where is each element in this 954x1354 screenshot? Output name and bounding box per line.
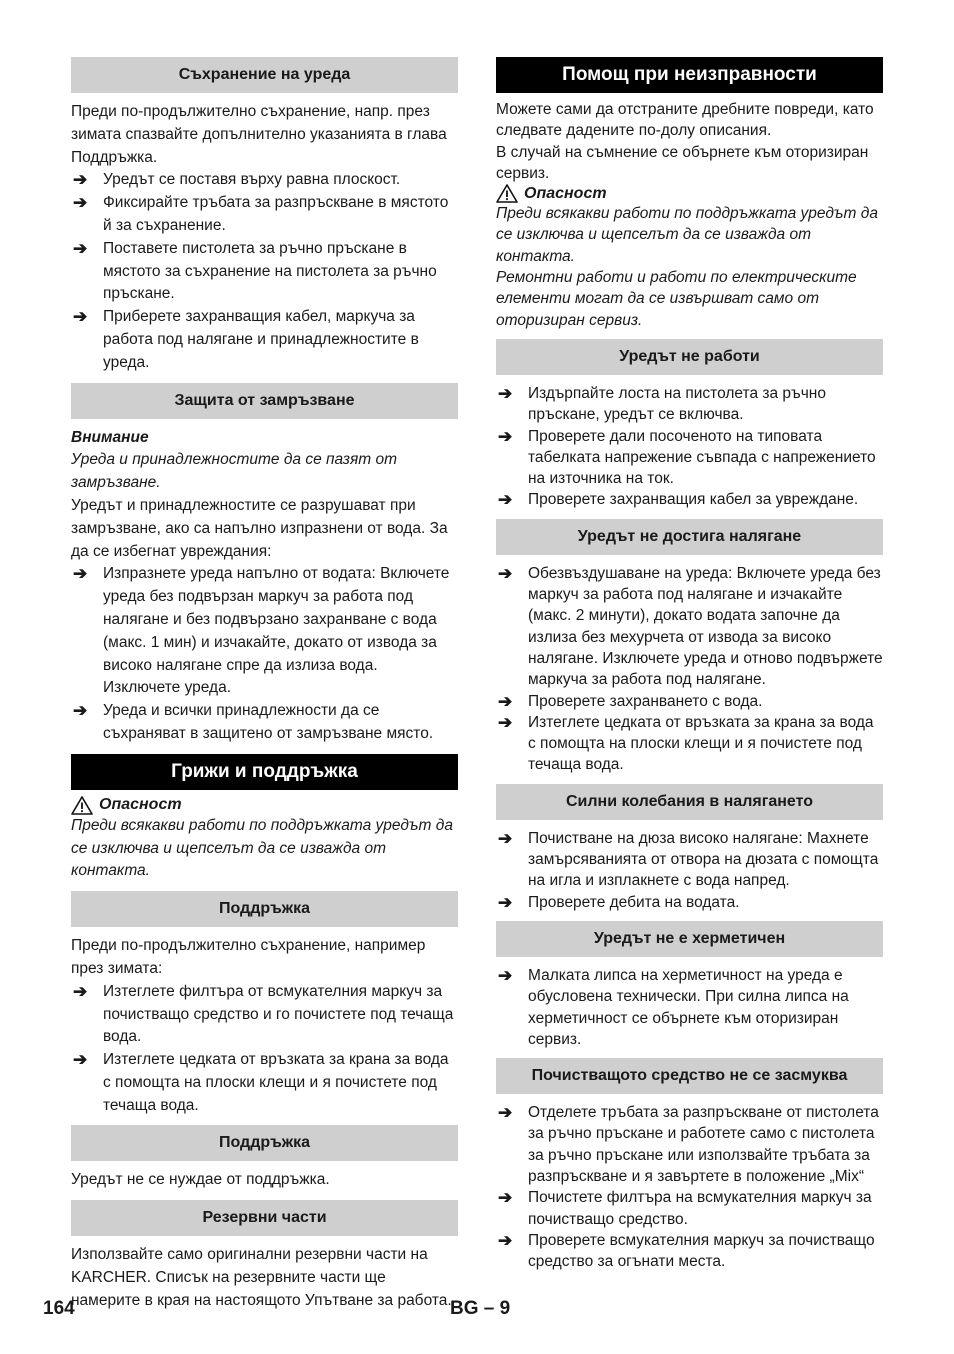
- section-heading-detergent: Почистващото средство не се засмуква: [496, 1058, 883, 1094]
- list-item: ➔ Приберете захранващия кабел, маркуча за работа под налягане и принадлежностите в уреда.: [73, 307, 419, 371]
- attention-text: Уреда и принадлежностите да се пазят от замръзване.: [71, 451, 398, 492]
- chapter-heading-care: Грижи и поддръжка: [71, 754, 458, 790]
- maintenance-intro: Преди по-продължително съхранение, например през зимата:: [71, 937, 426, 977]
- page-number: 164: [43, 1298, 75, 1319]
- list-item: ➔ Проверете захранващия кабел за увреждане.: [498, 490, 859, 510]
- list-item: ➔ Проверете захранването с вода.: [498, 691, 763, 711]
- arrow-bullet-icon: ➔: [73, 701, 88, 721]
- section-heading-storage: Съхранение на уреда: [71, 57, 458, 93]
- warning-triangle-icon: [71, 796, 93, 815]
- pressure-fluctuation-list: [496, 828, 883, 913]
- arrow-bullet-icon: ➔: [73, 238, 88, 258]
- frost-body: Уредът и принадлежностите се разрушават при замръзване, ако са напълно изпразнени от вода. За да се избегнат увреждания:: [71, 496, 448, 560]
- arrow-bullet-icon: ➔: [498, 1230, 513, 1250]
- chapter-heading-troubleshooting: Помощ при неизправности: [496, 57, 883, 93]
- arrow-bullet-icon: ➔: [73, 307, 88, 327]
- section-heading-maintenance: Поддръжка: [71, 891, 458, 927]
- arrow-bullet-icon: ➔: [73, 193, 88, 213]
- section-heading-not-working: Уредът не работи: [496, 339, 883, 375]
- frost-list: [71, 563, 458, 745]
- section-heading-frost: Защита от замръзване: [71, 383, 458, 419]
- danger-text-2: Ремонтни работи и работи по електрическите елементи могат да се извършват само от оторизиран сервиз.: [496, 269, 857, 329]
- danger-text: Преди всякакви работи по поддръжката уредът да се изключва и щепселът да се изважда от контакта.: [71, 816, 453, 880]
- storage-list: [71, 169, 458, 374]
- list-item: ➔ Обезвъздушаване на уреда: Включете уреда без маркуч за работа под налягане и изчакайте (макс. 2 минути), докато водата започне да излиза без мехурчета от извода за високо налягане. Изключете уреда и отново подвържете маркуча за работа под налягане.: [498, 563, 883, 689]
- language-page-label: BG – 9: [450, 1298, 511, 1319]
- arrow-bullet-icon: ➔: [498, 965, 513, 985]
- list-item: ➔ Уреда и всички принадлежности да се съхраняват в защитено от замръзване място.: [73, 701, 434, 742]
- arrow-bullet-icon: ➔: [498, 1188, 513, 1208]
- list-item: ➔ Изтеглете филтъра от всмукателния маркуч за почистващо средство и го почистете под течаща вода.: [73, 981, 454, 1046]
- list-item: ➔ Фиксирайте тръбата за разпръскване в мястото й за съхранение.: [73, 193, 449, 234]
- leak-list: [496, 965, 883, 1050]
- arrow-bullet-icon: ➔: [498, 490, 513, 510]
- list-item: ➔ Изтеглете цедката от връзката за крана за вода с помощта на плоски клещи и я почистете под течаща вода.: [73, 1050, 449, 1114]
- arrow-bullet-icon: ➔: [498, 563, 513, 583]
- arrow-bullet-icon: ➔: [498, 892, 513, 912]
- list-item: ➔ Проверете дебита на водата.: [498, 892, 740, 912]
- right-column: [496, 57, 883, 1272]
- arrow-bullet-icon: ➔: [498, 828, 513, 848]
- arrow-bullet-icon: ➔: [498, 426, 513, 446]
- storage-intro: Преди по-продължително съхранение, напр. през зимата спазвайте допълнително указанията в глава Поддръжка.: [71, 103, 447, 166]
- list-item: ➔ Малката липса на херметичност на уреда е обусловена технически. При силна липса на херметичност се обърнете към оторизиран сервиз.: [498, 965, 849, 1048]
- arrow-bullet-icon: ➔: [73, 170, 88, 190]
- maintenance-list: [71, 981, 458, 1118]
- arrow-bullet-icon: ➔: [73, 981, 88, 1001]
- list-item: ➔ Изпразнете уреда напълно от водата: Включете уреда без подвързан маркуч за работа под налягане и без подвързано захранване с вода (макс. 1 мин) и изчакайте, докато от извода за високо налягане спре да излиза вода. Изключете уреда.: [73, 564, 450, 697]
- arrow-bullet-icon: ➔: [73, 1050, 88, 1070]
- section-heading-leak: Уредът не е херметичен: [496, 921, 883, 957]
- list-item: ➔ Поставете пистолета за ръчно пръскане в мястото за съхранение на пистолета за ръчно пръскане.: [73, 238, 437, 303]
- arrow-bullet-icon: ➔: [498, 383, 513, 403]
- list-item: ➔ Почистване на дюза високо налягане: Махнете замърсяванията от отвора на дюзата с помощта на игла и изплакнете с вода напред.: [498, 828, 879, 890]
- left-column: [71, 57, 458, 1313]
- arrow-bullet-icon: ➔: [498, 712, 513, 732]
- list-item: ➔ Почистете филтъра на всмукателния маркуч за почистващо средство.: [498, 1188, 872, 1228]
- list-item: ➔ Отделете тръбата за разпръскване от пистолета за ръчно пръскане и работете само с пистолета за ръчно пръскане или използвайте тръбата за разпръскване и я завъртете в положение „Mix“: [498, 1103, 879, 1185]
- detergent-list: [496, 1102, 883, 1272]
- section-heading-maintenance-2: Поддръжка: [71, 1125, 458, 1161]
- section-heading-pressure-fluctuation: Силни колебания в налягането: [496, 784, 883, 820]
- list-item: ➔ Проверете дали посоченото на типовата табелката напрежение съвпада с напрежението на източника на ток.: [498, 426, 876, 488]
- danger-notice: [71, 796, 458, 815]
- section-heading-no-pressure: Уредът не достига налягане: [496, 519, 883, 555]
- section-heading-spare-parts: Резервни части: [71, 1200, 458, 1236]
- danger-notice: [496, 184, 883, 203]
- list-item: ➔ Издърпайте лоста на пистолета за ръчно пръскане, уредът се включва.: [498, 383, 826, 424]
- warning-triangle-icon: [496, 184, 518, 203]
- not-working-list: [496, 383, 883, 511]
- list-item: ➔ Уредът се поставя върху равна плоскост.: [71, 169, 458, 192]
- danger-label: Опасност: [524, 184, 607, 202]
- arrow-bullet-icon: ➔: [498, 691, 513, 711]
- attention-label: Внимание: [71, 428, 149, 446]
- list-item: ➔ Изтеглете цедката от връзката за крана за вода с помощта на плоски клещи и я почистете под течаща вода.: [498, 712, 874, 774]
- spare-parts-text: Използвайте само оригинални резервни части на KARCHER. Списък на резервните части ще намерите в края на настоящото Упътване за работа.: [71, 1246, 452, 1309]
- troubleshooting-intro: Можете сами да отстраните дребните повреди, като следвате дадените по-долу описания.: [496, 101, 874, 140]
- troubleshooting-intro-2: В случай на съмнение се обърнете към оторизиран сервиз.: [496, 143, 869, 182]
- danger-text: Преди всякакви работи по поддръжката уредът да се изключва и щепселът да се изважда от контакта.: [496, 205, 878, 265]
- arrow-bullet-icon: ➔: [73, 564, 88, 584]
- arrow-bullet-icon: ➔: [498, 1103, 513, 1123]
- maintenance-text: Уредът не се нуждае от поддръжка.: [71, 1171, 330, 1189]
- danger-label: Опасност: [99, 796, 182, 814]
- no-pressure-list: [496, 563, 883, 776]
- list-item: ➔ Проверете всмукателния маркуч за почистващо средство за огънати места.: [498, 1230, 875, 1271]
